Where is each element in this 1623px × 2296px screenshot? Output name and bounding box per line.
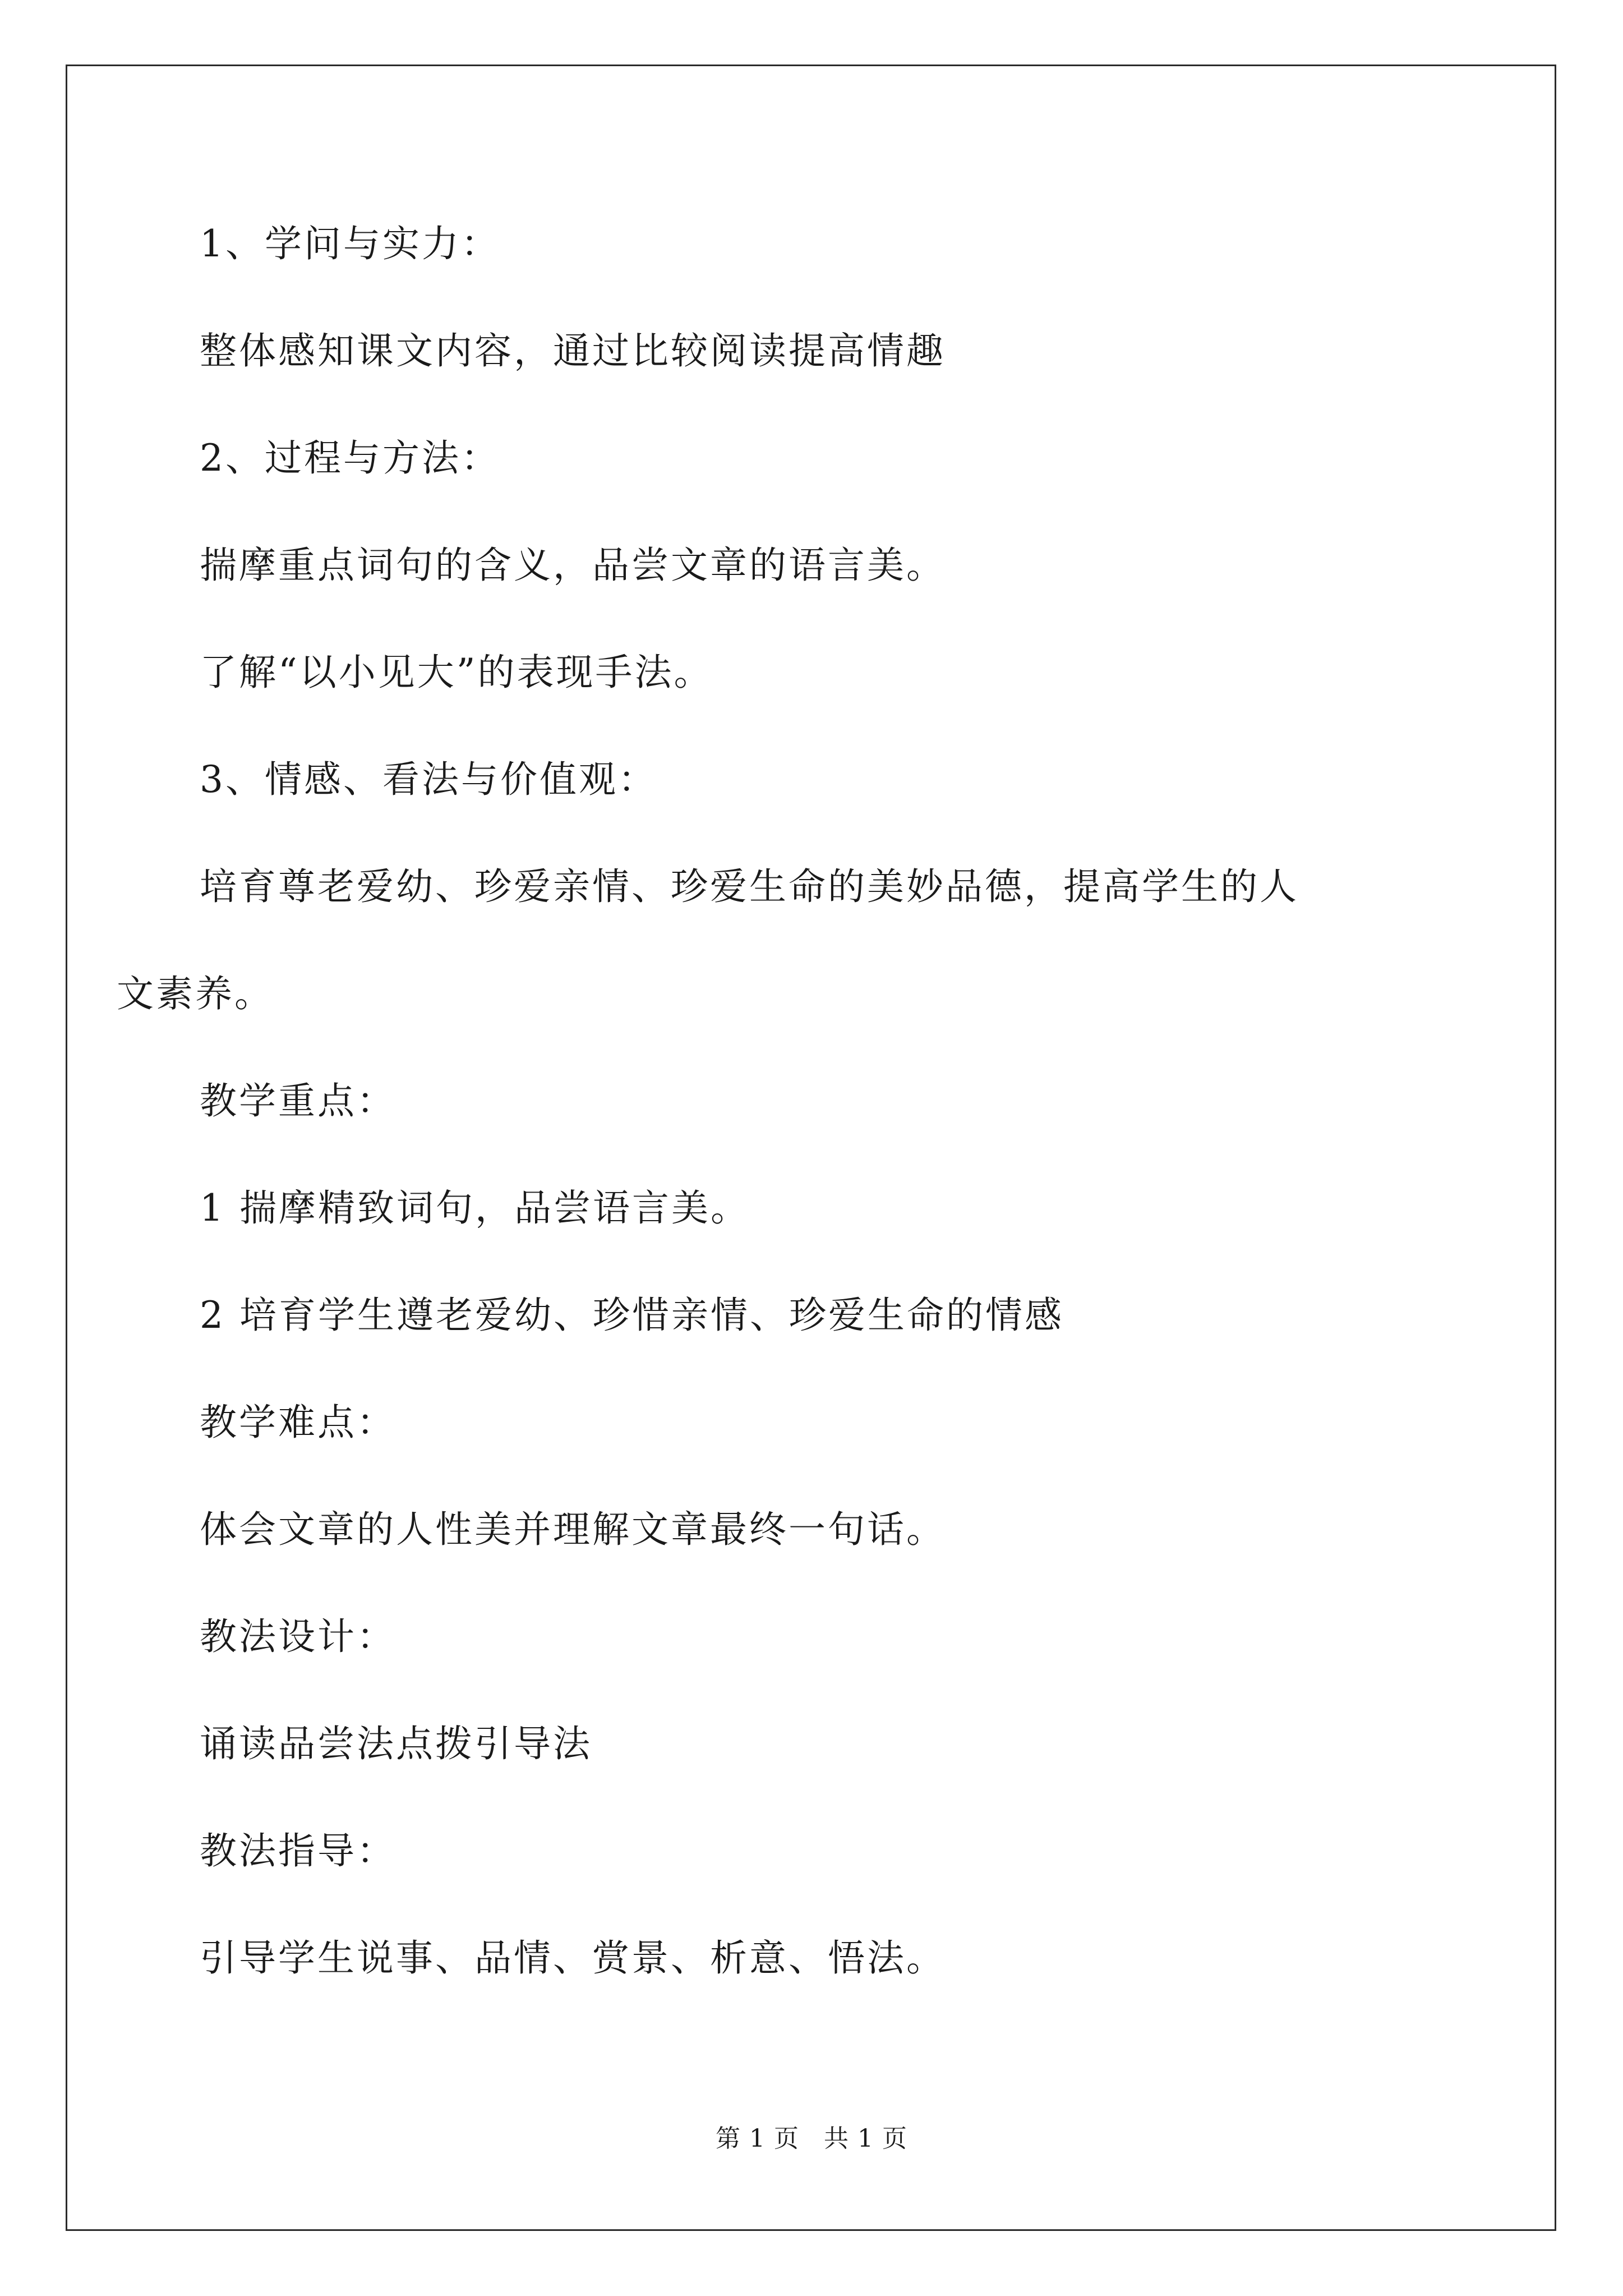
paragraph: 教学重点： [200, 1079, 396, 1122]
paragraph: 引导学生说事、品情、赏景、析意、悟法。 [200, 1936, 946, 1980]
paragraph: 了解“以小见大”的表现手法。 [200, 651, 713, 694]
paragraph: 诵读品尝法点拨引导法 [200, 1722, 592, 1765]
paragraph: 揣摩重点词句的含义，品尝文章的语言美。 [200, 544, 946, 587]
paragraph: 体会文章的人性美并理解文章最终一句话。 [200, 1508, 946, 1551]
paragraph: 教法指导： [200, 1829, 396, 1872]
paragraph: 1 揣摩精致词句，品尝语言美。 [200, 1186, 750, 1230]
paragraph: 1、学问与实力： [200, 222, 500, 265]
paragraph: 2、过程与方法： [200, 436, 500, 480]
paragraph: 2 培育学生遵老爱幼、珍惜亲情、珍爱生命的情感 [200, 1294, 1064, 1337]
page-number: 第 1 页 [716, 2124, 799, 2153]
page-border [66, 65, 1556, 2231]
page-total: 共 1 页 [824, 2124, 907, 2153]
paragraph: 培育尊老爱幼、珍爱亲情、珍爱生命的美妙品德，提高学生的人 [200, 865, 1299, 908]
paragraph: 3、情感、看法与价值观： [200, 758, 657, 801]
paragraph-continuation: 文素养。 [117, 972, 274, 1015]
page-footer [0, 2123, 1623, 2155]
paragraph: 教法设计： [200, 1615, 396, 1658]
paragraph: 整体感知课文内容，通过比较阅读提高情趣 [200, 329, 946, 372]
paragraph: 教学难点： [200, 1401, 396, 1444]
